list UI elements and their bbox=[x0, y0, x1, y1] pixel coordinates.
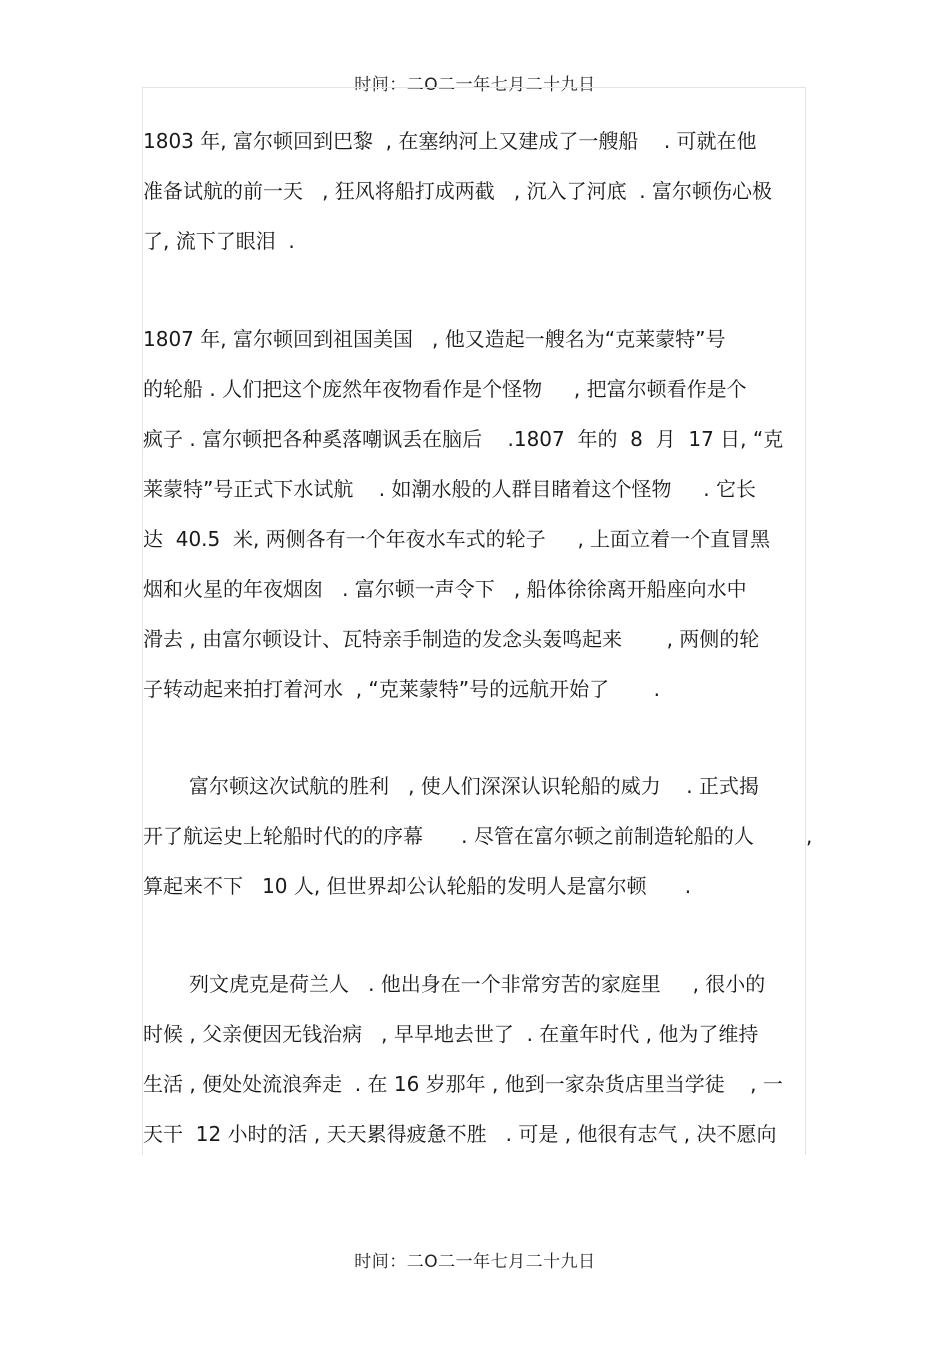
text-line: 子转动起来拍打着河水 , “克莱蒙特”号的远航开始了 . bbox=[143, 677, 661, 701]
text-line: 的轮船 . 人们把这个庞然年夜物看作是个怪物 , 把富尔顿看作是个 bbox=[143, 377, 747, 401]
text-line: 莱蒙特”号正式下水试航 . 如潮水般的人群目睹着这个怪物 . 它长 bbox=[143, 477, 757, 501]
text-line: 了, 流下了眼泪 . bbox=[143, 229, 295, 253]
text-line: 算起来不下 10 人, 但世界却公认轮船的发明人是富尔顿 . bbox=[143, 874, 692, 898]
page-header-date: 时间：二O二一年七月二十九日 bbox=[354, 75, 596, 95]
text-line: 达 40.5 米, 两侧各有一个年夜水车式的轮子 , 上面立着一个直冒黑 bbox=[143, 527, 771, 551]
page-footer-date: 时间：二O二一年七月二十九日 bbox=[354, 1252, 596, 1272]
text-line: 生活 , 便处处流浪奔走 . 在 16 岁那年 , 他到一家杂货店里当学徒 , 一 bbox=[143, 1072, 783, 1096]
trailing-comma: , bbox=[806, 824, 813, 848]
text-line: 滑去 , 由富尔顿设计、瓦特亲手制造的发念头轰鸣起来 , 两侧的轮 bbox=[143, 627, 760, 651]
text-line: 开了航运史上轮船时代的的序幕 . 尽管在富尔顿之前制造轮船的人 bbox=[143, 824, 754, 848]
text-line: 1803 年, 富尔顿回到巴黎 , 在塞纳河上又建成了一艘船 . 可就在他 bbox=[143, 129, 757, 153]
text-line: 列文虎克是荷兰人 . 他出身在一个非常穷苦的家庭里 , 很小的 bbox=[189, 972, 766, 996]
text-line: 1807 年, 富尔顿回到祖国美国 , 他又造起一艘名为“克莱蒙特”号 bbox=[143, 327, 726, 351]
text-line: 天干 12 小时的活 , 天天累得疲惫不胜 . 可是 , 他很有志气 , 决不愿向 bbox=[143, 1122, 777, 1146]
text-line: 疯子 . 富尔顿把各种奚落嘲讽丢在脑后 .1807 年的 8 月 17 日, “克 bbox=[143, 427, 784, 451]
text-line: 时候 , 父亲便因无钱治病 , 早早地去世了 . 在童年时代 , 他为了维持 bbox=[143, 1022, 759, 1046]
text-line: 准备试航的前一天 , 狂风将船打成两截 , 沉入了河底 . 富尔顿伤心极 bbox=[143, 179, 773, 203]
text-line: 富尔顿这次试航的胜利 , 使人们深深认识轮船的威力 . 正式揭 bbox=[189, 774, 759, 798]
text-line: 烟和火星的年夜烟囱 . 富尔顿一声令下 , 船体徐徐离开船座向水中 bbox=[143, 577, 747, 601]
